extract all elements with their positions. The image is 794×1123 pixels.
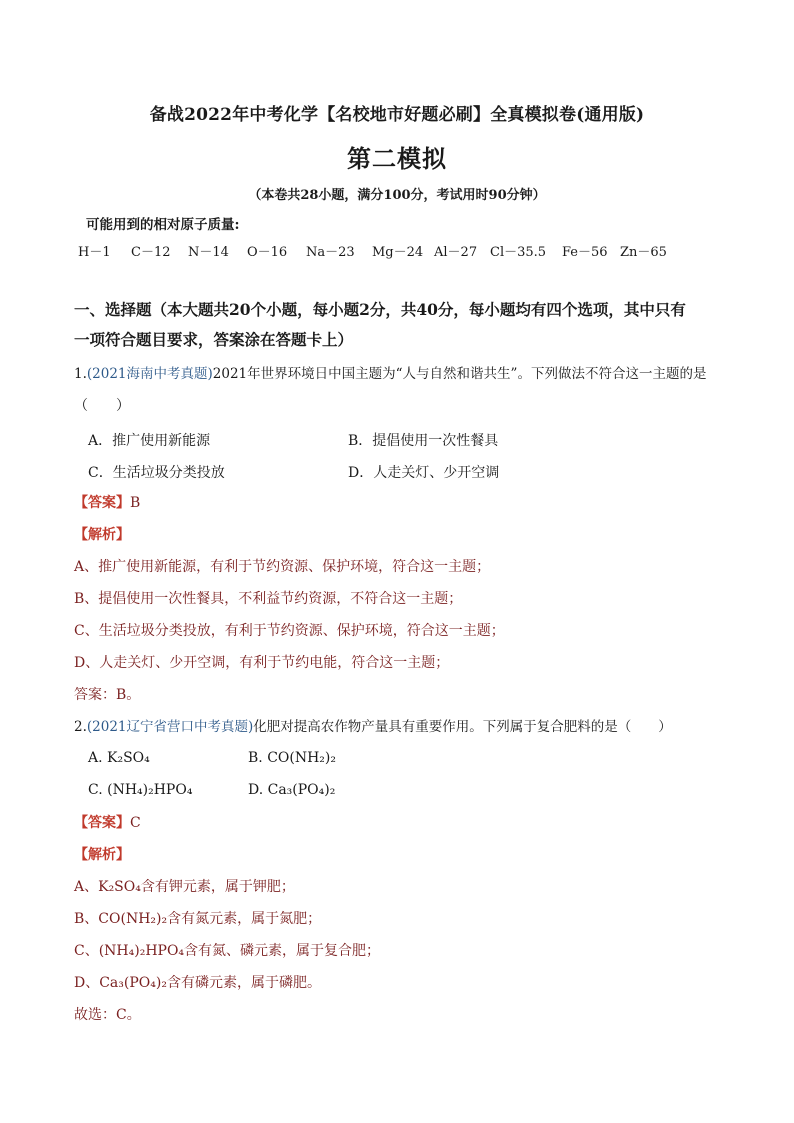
question-1-option-b[interactable]: B．提倡使用一次性餐具: [348, 433, 499, 449]
atomic-mass-item: Fe－56: [562, 245, 608, 260]
question-2-option-c[interactable]: C. (NH₄)₂HPO₄: [88, 782, 193, 798]
question-1-analysis-b: B、提倡使用一次性餐具，不利益节约资源，不符合这一主题；: [74, 591, 463, 607]
question-2-analysis-label: 【解析】: [74, 847, 130, 863]
question-2-option-d[interactable]: D. Ca₃(PO₄)₂: [248, 782, 336, 798]
question-2-stem: [74, 718, 672, 736]
atomic-mass-label: 可能用到的相对原子质量:: [86, 217, 240, 233]
question-1-analysis-label: 【解析】: [74, 527, 130, 543]
atomic-mass-item: Zn－65: [620, 245, 667, 260]
answer-value: C: [130, 815, 141, 831]
answer-label: 【答案】: [74, 815, 130, 831]
question-1-conclusion: 答案：B。: [74, 687, 141, 703]
atomic-mass-item: N－14: [188, 245, 229, 260]
question-2-conclusion: 故选：C。: [74, 1007, 141, 1023]
question-number: 1.: [74, 366, 87, 382]
atomic-mass-item: Na－23: [306, 245, 355, 260]
question-1-analysis-d: D、人走关灯、少开空调，有利于节约电能，符合这一主题；: [74, 655, 450, 671]
section-heading-line1: 一、选择题（本大题共20个小题，每小题2分，共40分，每小题均有四个选项，其中只有: [74, 300, 686, 319]
question-1-option-d[interactable]: D．人走关灯、少开空调: [348, 465, 500, 481]
exam-subtitle: 第二模拟: [347, 144, 447, 173]
answer-value: B: [130, 495, 141, 511]
question-source: (2021海南中考真题): [86, 366, 213, 382]
question-text: 化肥对提高农作物产量具有重要作用。下列属于复合肥料的是（ ）: [253, 719, 672, 735]
question-2-option-b[interactable]: B. CO(NH₂)₂: [248, 750, 336, 766]
question-2-option-a[interactable]: A. K₂SO₄: [88, 750, 150, 766]
atomic-mass-item: O－16: [247, 245, 288, 260]
question-1-stem: [74, 365, 706, 383]
question-source: (2021辽宁省营口中考真题): [86, 719, 254, 735]
question-1-option-c[interactable]: C．生活垃圾分类投放: [88, 465, 225, 481]
atomic-mass-item: Cl－35.5: [490, 245, 547, 260]
question-2-analysis-c: C、(NH₄)₂HPO₄含有氮、磷元素，属于复合肥；: [74, 943, 381, 959]
question-1-blank: （ ）: [74, 398, 130, 414]
question-text: 2021年世界环境日中国主题为“人与自然和谐共生”。下列做法不符合这一主题的是: [212, 366, 707, 382]
atomic-mass-item: Al－27: [434, 245, 478, 260]
question-2-analysis-b: B、CO(NH₂)₂含有氮元素，属于氮肥；: [74, 911, 322, 927]
atomic-mass-item: C－12: [131, 245, 171, 260]
atomic-mass-item: H－1: [78, 245, 111, 260]
question-1-analysis-c: C、生活垃圾分类投放，有利于节约资源、保护环境，符合这一主题；: [74, 623, 505, 639]
answer-label: 【答案】: [74, 495, 130, 511]
question-2-answer: [74, 814, 141, 832]
question-2-analysis-d: D、Ca₃(PO₄)₂含有磷元素，属于磷肥。: [74, 975, 321, 991]
atomic-mass-item: Mg－24: [372, 245, 424, 260]
section-heading-line2: 一项符合题目要求，答案涂在答题卡上）: [74, 330, 354, 349]
question-1-analysis-a: A、推广使用新能源，有利于节约资源、保护环境，符合这一主题；: [74, 559, 491, 575]
question-1-option-a[interactable]: A．推广使用新能源: [88, 433, 211, 449]
exam-note: （本卷共28小题，满分100分，考试用时90分钟）: [248, 188, 546, 203]
exam-title: 备战2022年中考化学【名校地市好题必刷】全真模拟卷(通用版): [149, 105, 645, 125]
question-2-analysis-a: A、K₂SO₄含有钾元素，属于钾肥；: [74, 879, 295, 895]
question-1-answer: [74, 494, 140, 512]
question-number: 2.: [74, 719, 87, 735]
